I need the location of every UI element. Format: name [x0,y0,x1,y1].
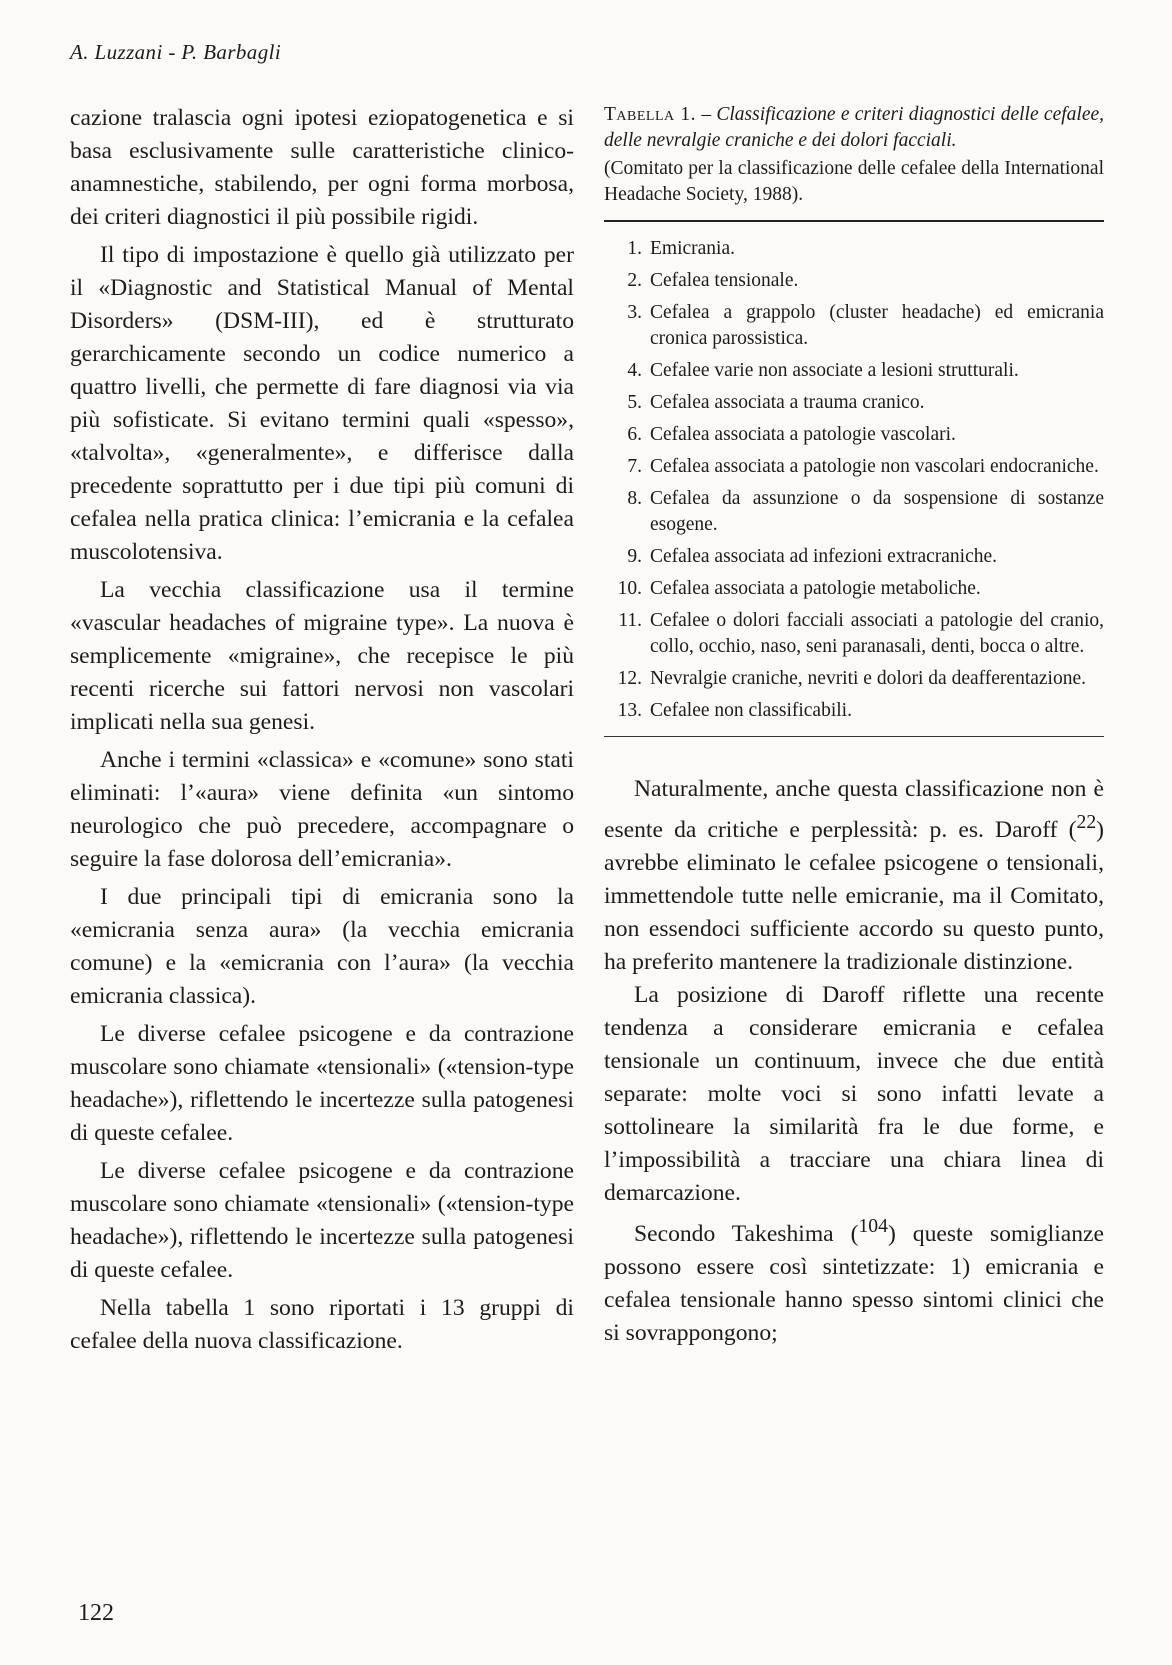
list-item [604,300,1104,352]
item-number: 1. [627,238,642,259]
text-run: Secondo Takeshima ( [634,1220,859,1247]
text-run: Naturalmente, anche questa classificazione non è esente da critiche e perplessità: p. es. Daroff ( [604,776,1104,843]
item-number: 5. [627,392,642,413]
item-text: Cefalee varie non associate a lesioni strutturali. [650,360,1019,381]
list-item [604,454,1104,480]
paragraph: cazione tralascia ogni ipotesi eziopatogenetica e si basa esclusivamente sulle caratteristiche clinico-anamnestiche, stabilendo, per ogni forma morbosa, dei criteri diagnostici il più possibile rigidi. [70,105,574,230]
list-item [604,544,1104,570]
item-text: Cefalea associata a patologie vascolari. [650,424,956,445]
item-text: Cefalea associata a trauma cranico. [650,392,925,413]
item-text: Cefalea associata a patologie metaboliche. [650,578,981,599]
item-text: Cefalea da assunzione o da sospensione di sostanze esogene. [650,488,1104,535]
item-text: Cefalea tensionale. [650,270,799,291]
right-column [604,102,1104,1350]
list-item [604,576,1104,602]
table-bottom-rule [604,736,1104,737]
item-number: 4. [627,360,642,381]
paragraph: La vecchia classificazione usa il termine «vascular headaches of migraine type». La nuova è semplicemente «migraine», che recepisce le più recenti ricerche sui fattori nervosi non vascolari implicati nella sua genesi. [70,577,574,735]
table-title: Classificazione e criteri diagnostici delle cefalee, delle nevralgie craniche e dei dolori facciali. [604,104,1104,151]
text-run: ) avrebbe eliminato le cefalee psicogene o tensionali, immettendole tutte nelle emicranie, ma il Comitato, non essendoci sufficiente accordo su questo punto, ha preferito mantenere la tradizionale distinzione. [604,816,1104,975]
list-item [604,390,1104,416]
item-text: Cefalea associata ad infezioni extracraniche. [650,546,998,567]
citation-ref: 22 [1076,811,1097,833]
item-number: 6. [627,424,642,445]
caption-dash: – [696,104,717,125]
item-number: 8. [627,488,642,509]
classification-list [604,236,1104,724]
list-item [604,422,1104,448]
item-number: 13. [617,700,642,721]
table-label: Tabella 1. [604,104,697,125]
table-top-rule [604,220,1104,222]
paragraph: La posizione di Daroff riflette una recente tendenza a considerare emicrania e cefalea tensionale un continuum, invece che due entità separate: molte voci si sono infatti levate a sottolineare la similarità fra le due forme, e l’impossibilità a tracciare una chiara linea di demarcazione. [604,981,1104,1206]
item-number: 10. [617,578,642,599]
item-text: Nevralgie craniche, nevriti e dolori da deafferentazione. [650,668,1086,689]
list-item [604,608,1104,660]
item-text: Cefalea a grappolo (cluster headache) ed emicrania cronica parossistica. [650,302,1104,349]
item-number: 3. [627,302,642,323]
table-caption [604,102,1104,154]
item-text: Cefalee non classificabili. [650,700,852,721]
paragraph: Le diverse cefalee psicogene e da contrazione muscolare sono chiamate «tensionali» («tension-type headache»), riflettendo le incertezze sulla patogenesi di queste cefalee. [70,1158,574,1283]
citation-ref: 104 [858,1214,888,1237]
item-text: Cefalea associata a patologie non vascolari endocraniche. [650,456,1099,477]
item-text: Emicrania. [650,238,735,259]
item-text: Cefalee o dolori facciali associati a patologie del cranio, collo, occhio, naso, seni paranasali, denti, bocca o altre. [650,610,1104,657]
left-column [70,102,574,1363]
right-body-text [604,773,1104,1350]
paragraph: Anche i termini «classica» e «comune» sono stati eliminati: l’«aura» viene definita «un sintomo neurologico che può precedere, accompagnare o seguire la fase dolorosa dell’emicrania». [70,747,574,872]
paragraph: Le diverse cefalee psicogene e da contrazione muscolare sono chiamate «tensionali» («tension-type headache»), riflettendo le incertezze sulla patogenesi di queste cefalee. [70,1021,574,1146]
item-number: 9. [627,546,642,567]
list-item [604,666,1104,692]
paragraph: Il tipo di impostazione è quello già utilizzato per il «Diagnostic and Statistical Manual of Mental Disorders» (DSM-III), ed è strutturato gerarchicamente secondo un codice numerico a quattro livelli, che permette di fare diagnosi via via più sofisticate. Si evitano termini quali «spesso», «talvolta», «generalmente», e differisce dalla precedente soprattutto per i due tipi più comuni di cefalea nella pratica clinica: l’emicrania e la cefalea muscolotensiva. [70,242,574,565]
text-run: ) queste somiglianze possono essere così sintetizzate: 1) emicrania e cefalea tensionale hanno spesso sintomi clinici che si sovrappongono; [604,1220,1105,1346]
item-number: 7. [627,456,642,477]
page-number: 122 [78,1600,114,1626]
list-item [604,698,1104,724]
list-item [604,268,1104,294]
item-number: 12. [617,668,642,689]
paragraph [604,773,1104,979]
list-item [604,486,1104,538]
table-source: (Comitato per la classificazione delle cefalee della International Headache Society, 1988). [604,158,1104,205]
paragraph [604,1210,1104,1350]
list-item [604,358,1104,384]
paragraph: I due principali tipi di emicrania sono la «emicrania senza aura» (la vecchia emicrania comune) e la «emicrania con l’aura» (la vecchia emicrania classica). [70,884,574,1009]
running-header: A. Luzzani - P. Barbagli [70,40,282,64]
paragraph: Nella tabella 1 sono riportati i 13 gruppi di cefalee della nuova classificazione. [70,1295,574,1354]
item-number: 11. [618,610,642,631]
list-item [604,236,1104,262]
item-number: 2. [627,270,642,291]
